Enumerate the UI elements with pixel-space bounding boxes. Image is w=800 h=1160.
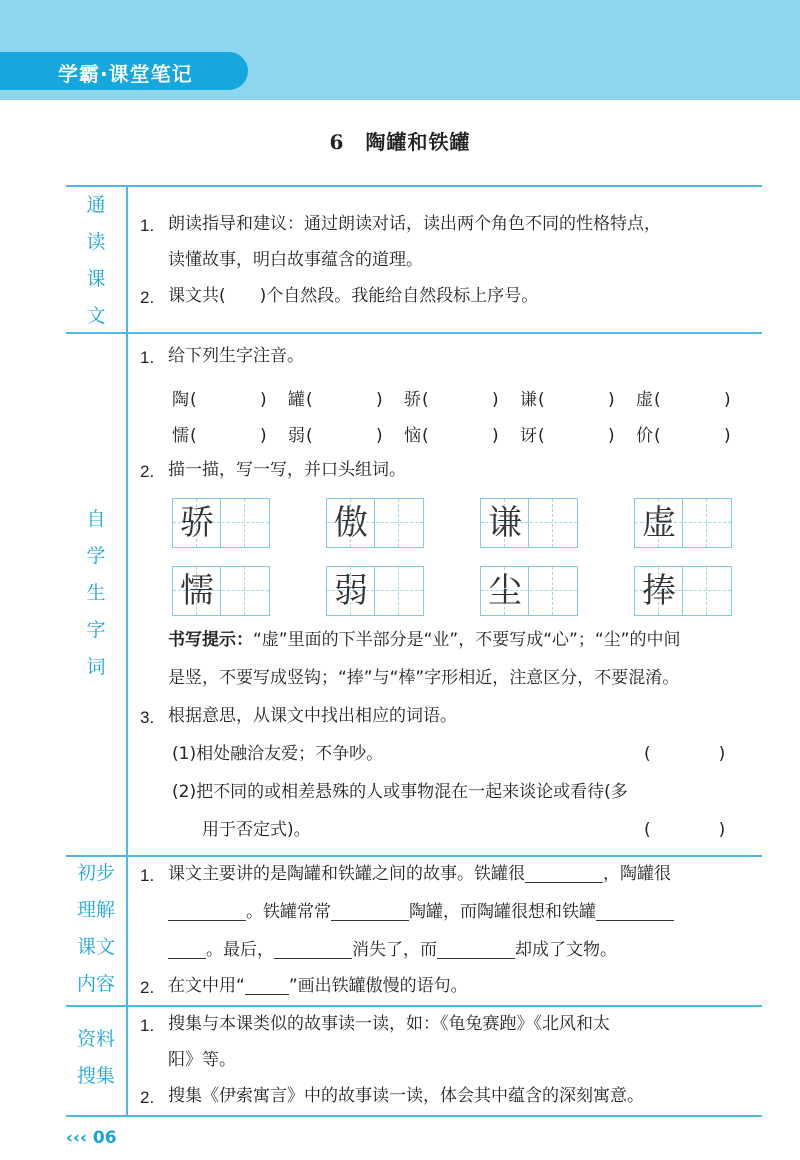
fill-blank[interactable] [168, 904, 246, 921]
pinyin-char: 懦 [172, 426, 189, 446]
fill-blank[interactable] [525, 866, 603, 883]
research-task-2: 搜集《伊索寓言》中的故事读一读，体会其中蕴含的深刻寓意。 [168, 1086, 644, 1106]
summary-line-3: 。最后， 消失了，而 却成了文物。 [168, 942, 617, 959]
model-character: 傲 [334, 503, 368, 543]
writing-tip-cont: 是竖，不要写成竖钩；“捧”与“棒”字形相近，注意区分，不要混淆。 [168, 668, 680, 688]
item-number: 2. [140, 1088, 155, 1107]
writing-grid[interactable] [326, 498, 424, 548]
section-label-characters: 自 学 生 字 词 [86, 508, 106, 678]
pinyin-char: 弱 [288, 426, 305, 446]
model-character: 骄 [180, 503, 214, 543]
model-character: 弱 [334, 571, 368, 611]
answer-paren[interactable]: ( ) [644, 744, 726, 764]
rule [66, 185, 762, 187]
writing-grid[interactable] [326, 566, 424, 616]
pinyin-answer-close: ) [260, 390, 267, 410]
pinyin-answer-close: ) [608, 426, 615, 446]
pinyin-answer-open[interactable]: ( [306, 390, 313, 410]
writing-grid[interactable] [172, 498, 270, 548]
section-label-research: 资料 搜集 [76, 1028, 115, 1087]
brand-banner [0, 52, 248, 90]
vocab-item-2: (2)把不同的或相差悬殊的人或事物混在一起来谈论或看待(多 [172, 782, 628, 802]
pinyin-char: 讶 [520, 426, 537, 446]
item-number: 2. [140, 288, 155, 307]
pinyin-answer-close: ) [492, 426, 499, 446]
fill-blank[interactable] [168, 942, 206, 959]
vocab-item-1: (1)相处融洽友爱；不争吵。 [172, 744, 384, 764]
pinyin-char: 价 [636, 426, 653, 446]
model-character: 懦 [180, 571, 214, 611]
pinyin-answer-close: ) [260, 426, 267, 446]
writing-grid[interactable] [634, 498, 732, 548]
pinyin-answer-open[interactable]: ( [654, 426, 661, 446]
paragraph-count-question: 课文共( )个自然段。我能给自然段标上序号。 [168, 286, 539, 306]
item-number: 1. [140, 348, 155, 367]
pinyin-answer-open[interactable]: ( [422, 390, 429, 410]
underline-task: 在文中用“ ”画出铁罐傲慢的语句。 [168, 976, 468, 996]
pinyin-answer-close: ) [724, 390, 731, 410]
section-label-read: 通 读 课 文 [86, 194, 106, 327]
rule [66, 855, 762, 857]
pinyin-char: 罐 [288, 390, 305, 410]
item-number: 2. [140, 462, 155, 481]
summary-line-2: 。铁罐常常 陶罐，而陶罐很想和铁罐 [168, 904, 674, 921]
pinyin-answer-open[interactable]: ( [654, 390, 661, 410]
item-number: 3. [140, 708, 155, 727]
model-character: 虚 [642, 503, 676, 543]
item-number: 1. [140, 866, 155, 885]
fill-blank[interactable] [331, 904, 409, 921]
vocab-question: 根据意思，从课文中找出相应的词语。 [168, 706, 457, 726]
pinyin-question: 给下列生字注音。 [168, 346, 304, 366]
fill-blank[interactable] [437, 942, 515, 959]
pinyin-answer-close: ) [492, 390, 499, 410]
research-task-1: 搜集与本课类似的故事读一读，如：《龟兔赛跑》《北风和太 [168, 1014, 610, 1034]
fill-blank[interactable] [274, 942, 352, 959]
pinyin-char: 陶 [172, 390, 189, 410]
writing-question: 描一描，写一写，并口头组词。 [168, 460, 406, 480]
model-character: 谦 [488, 503, 522, 543]
pinyin-answer-close: ) [376, 390, 383, 410]
research-task-1-cont: 阳》等。 [168, 1050, 236, 1070]
writing-grid[interactable] [480, 498, 578, 548]
section-label-understand: 初步 理解 课文 内容 [76, 862, 115, 995]
item-number: 2. [140, 978, 155, 997]
vocab-item-2-cont: 用于否定式)。 [202, 820, 311, 840]
pinyin-answer-close: ) [724, 426, 731, 446]
brand-title: 学霸·课堂笔记 [58, 62, 193, 86]
pinyin-answer-open[interactable]: ( [190, 426, 197, 446]
item-number: 1. [140, 216, 155, 235]
pinyin-char: 骄 [404, 390, 421, 410]
pinyin-char: 恼 [404, 426, 421, 446]
underline-sample [245, 978, 289, 995]
page-title: 6 陶罐和铁罐 [329, 130, 471, 154]
answer-paren[interactable]: ( ) [644, 820, 726, 840]
reading-guide: 朗读指导和建议：通过朗读对话，读出两个角色不同的性格特点， [168, 214, 661, 234]
writing-grid[interactable] [480, 566, 578, 616]
model-character: 捧 [642, 571, 676, 611]
pinyin-answer-close: ) [376, 426, 383, 446]
writing-tip [168, 632, 680, 649]
pinyin-answer-open[interactable]: ( [538, 426, 545, 446]
summary-line-1: 课文主要讲的是陶罐和铁罐之间的故事。铁罐很 ，陶罐很 [168, 864, 671, 884]
pinyin-answer-open[interactable]: ( [538, 390, 545, 410]
column-divider [126, 185, 128, 1117]
pinyin-char: 虚 [636, 390, 653, 410]
pinyin-answer-open[interactable]: ( [422, 426, 429, 446]
tip-label: 书写提示： [168, 630, 253, 650]
item-number: 1. [140, 1016, 155, 1035]
writing-grid[interactable] [634, 566, 732, 616]
footer-rule [66, 1115, 762, 1117]
reading-guide-cont: 读懂故事，明白故事蕴含的道理。 [168, 250, 423, 270]
pinyin-answer-close: ) [608, 390, 615, 410]
page-number: ‹‹‹ 06 [66, 1128, 117, 1148]
tip-text: “虚”里面的下半部分是“业”，不要写成“心”；“尘”的中间 [253, 630, 681, 650]
pinyin-answer-open[interactable]: ( [306, 426, 313, 446]
pinyin-char: 谦 [520, 390, 537, 410]
writing-grid[interactable] [172, 566, 270, 616]
pinyin-answer-open[interactable]: ( [190, 390, 197, 410]
model-character: 尘 [488, 571, 522, 611]
rule [66, 1005, 762, 1007]
fill-blank[interactable] [596, 904, 674, 921]
rule [66, 332, 762, 334]
